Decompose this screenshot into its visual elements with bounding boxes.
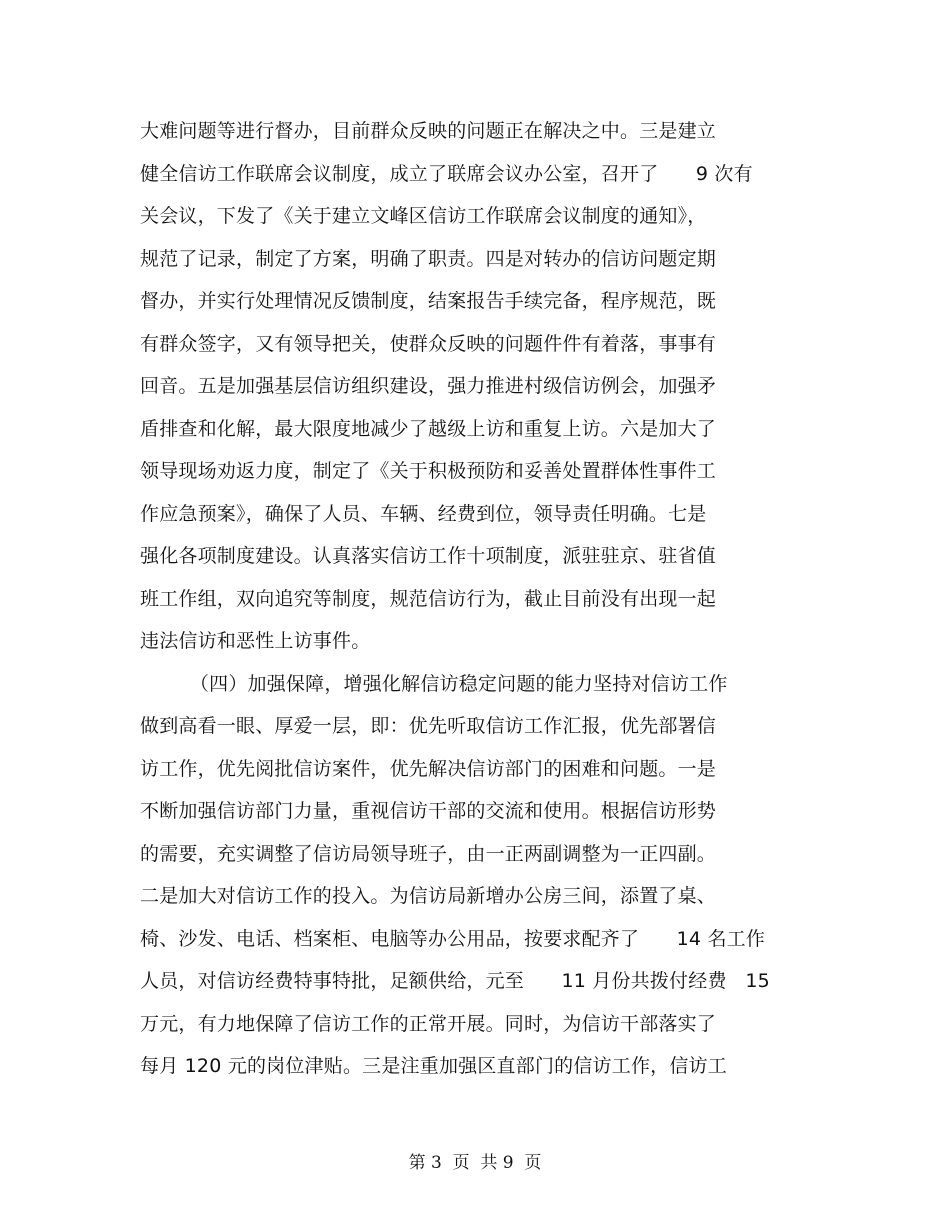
- text-line: 椅、沙发、电话、档案柜、电脑等办公用品，按要求配齐了 14 名工作: [140, 927, 766, 950]
- text-line: 大难问题等进行督办，目前群众反映的问题正在解决之中。三是建立: [140, 120, 717, 142]
- text-line: 班工作组，双向追究等制度，规范信访行为，截止目前没有出现一起: [140, 587, 717, 610]
- text-line: 违法信访和恶性上访事件。: [140, 630, 371, 652]
- text-line: 规范了记录，制定了方案，明确了职责。四是对转办的信访问题定期: [140, 247, 717, 270]
- text-line: 访工作，优先阅批信访案件，优先解决信访部门的困难和问题。一是: [140, 757, 717, 780]
- body-text: [140, 110, 820, 1088]
- text-line: 做到高看一眼、厚爱一层，即：优先听取信访工作汇报，优先部署信: [140, 715, 717, 737]
- text-line: 强化各项制度建设。认真落实信访工作十项制度，派驻驻京、驻省值: [140, 545, 717, 567]
- text-line: 不断加强信访部门力量，重视信访干部的交流和使用。根据信访形势: [140, 800, 717, 822]
- text-line: 督办，并实行处理情况反馈制度，结案报告手续完备，程序规范，既: [140, 290, 717, 312]
- text-line: （四）加强保障，增强化解信访稳定问题的能力坚持对信访工作: [140, 672, 728, 695]
- page-number-footer: 第 3 页 共 9 页: [408, 1153, 542, 1173]
- text-line: 每月 120 元的岗位津贴。三是注重加强区直部门的信访工作，信访工: [140, 1055, 727, 1077]
- text-line: 万元，有力地保障了信访工作的正常开展。同时，为信访干部落实了: [140, 1012, 717, 1035]
- text-line: 二是加大对信访工作的投入。为信访局新增办公房三间，添置了桌、: [140, 885, 717, 907]
- text-line: 作应急预案》，确保了人员、车辆、经费到位，领导责任明确。七是: [140, 502, 707, 525]
- text-line: 有群众签字，又有领导把关，使群众反映的问题件件有着落，事事有: [140, 332, 717, 355]
- text-line: 回音。五是加强基层信访组织建设，强力推进村级信访例会，加强矛: [140, 375, 717, 397]
- text-line: 盾排查和化解，最大限度地减少了越级上访和重复上访。六是加大了: [140, 417, 717, 440]
- text-line: 人员，对信访经费特事特批，足额供给，元至 11 月份共拨付经费 15: [140, 970, 770, 992]
- text-line: 健全信访工作联席会议制度，成立了联席会议办公室，召开了 9 次有: [140, 162, 753, 185]
- text-line: 的需要，充实调整了信访局领导班子，由一正两副调整为一正四副。: [140, 842, 717, 865]
- text-line: 领导现场劝返力度，制定了《关于积极预防和妥善处置群体性事件工: [140, 460, 717, 482]
- text-line: 关会议，下发了《关于建立文峰区信访工作联席会议制度的通知》，: [140, 205, 707, 227]
